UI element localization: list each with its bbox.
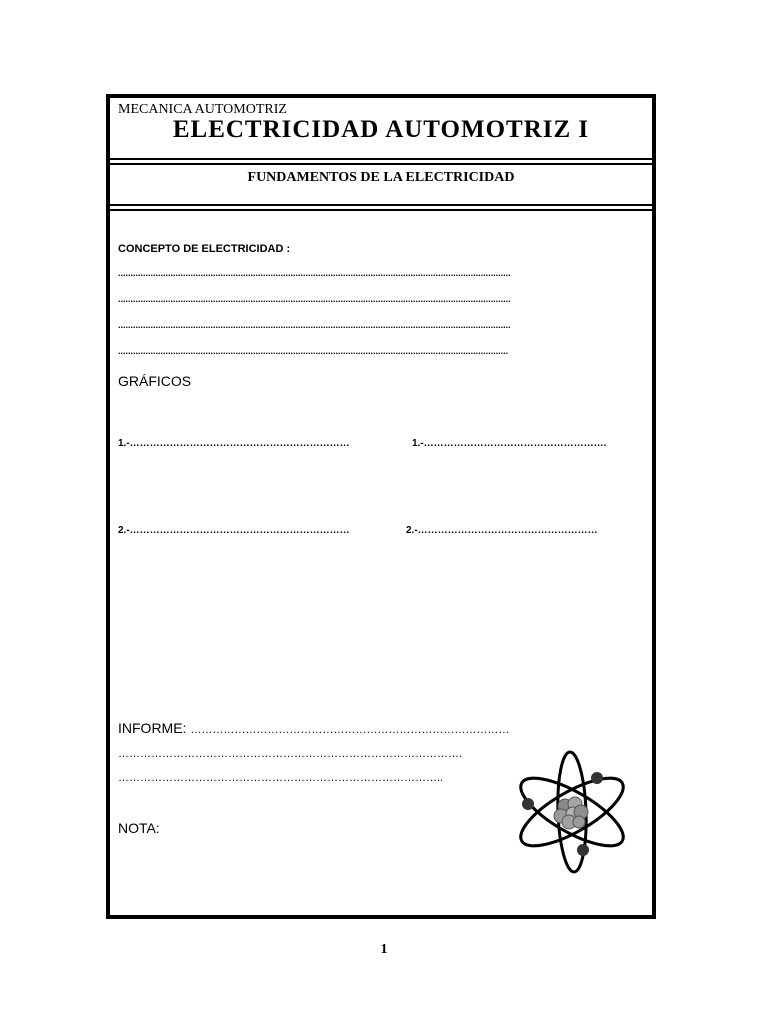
informe-label: INFORME: [118, 720, 187, 736]
divider [110, 163, 652, 165]
page-number: 1 [380, 942, 388, 957]
section-title: FUNDAMENTOS DE LA ELECTRICIDAD [247, 170, 515, 185]
grafico-item: 2.-………………………………………………………… [118, 525, 350, 536]
course-subtitle: MECANICA AUTOMOTRIZ [118, 102, 287, 117]
grafico-item: 1.-………………………………………………. [412, 438, 607, 449]
answer-line: …………………………………………………………………………………. [118, 748, 463, 760]
concepto-label: CONCEPTO DE ELECTRICIDAD : [118, 243, 291, 255]
atom-icon [513, 748, 631, 876]
answer-line: …………………………………………………………………………… [190, 724, 510, 736]
divider [110, 158, 652, 160]
grafico-item: 2.-……………………………………………… [406, 525, 598, 536]
answer-line: ............................................................................................................................................................ [118, 346, 509, 356]
graficos-heading: GRÁFICOS [118, 373, 192, 389]
page-title: ELECTRICIDAD AUTOMOTRIZ I [172, 116, 590, 143]
answer-line: ............................................................................................................................................................. [118, 294, 511, 304]
nota-label: NOTA: [118, 820, 160, 836]
answer-line: …………………………………………………………………………….. [118, 772, 444, 784]
divider [110, 204, 652, 206]
grafico-item: 1.-………………………………………………………… [118, 438, 350, 449]
worksheet-frame [106, 94, 656, 919]
answer-line: ............................................................................................................................................................. [118, 320, 511, 330]
answer-line: ............................................................................................................................................................. [118, 268, 511, 278]
informe-row [118, 720, 509, 736]
divider [110, 209, 652, 211]
